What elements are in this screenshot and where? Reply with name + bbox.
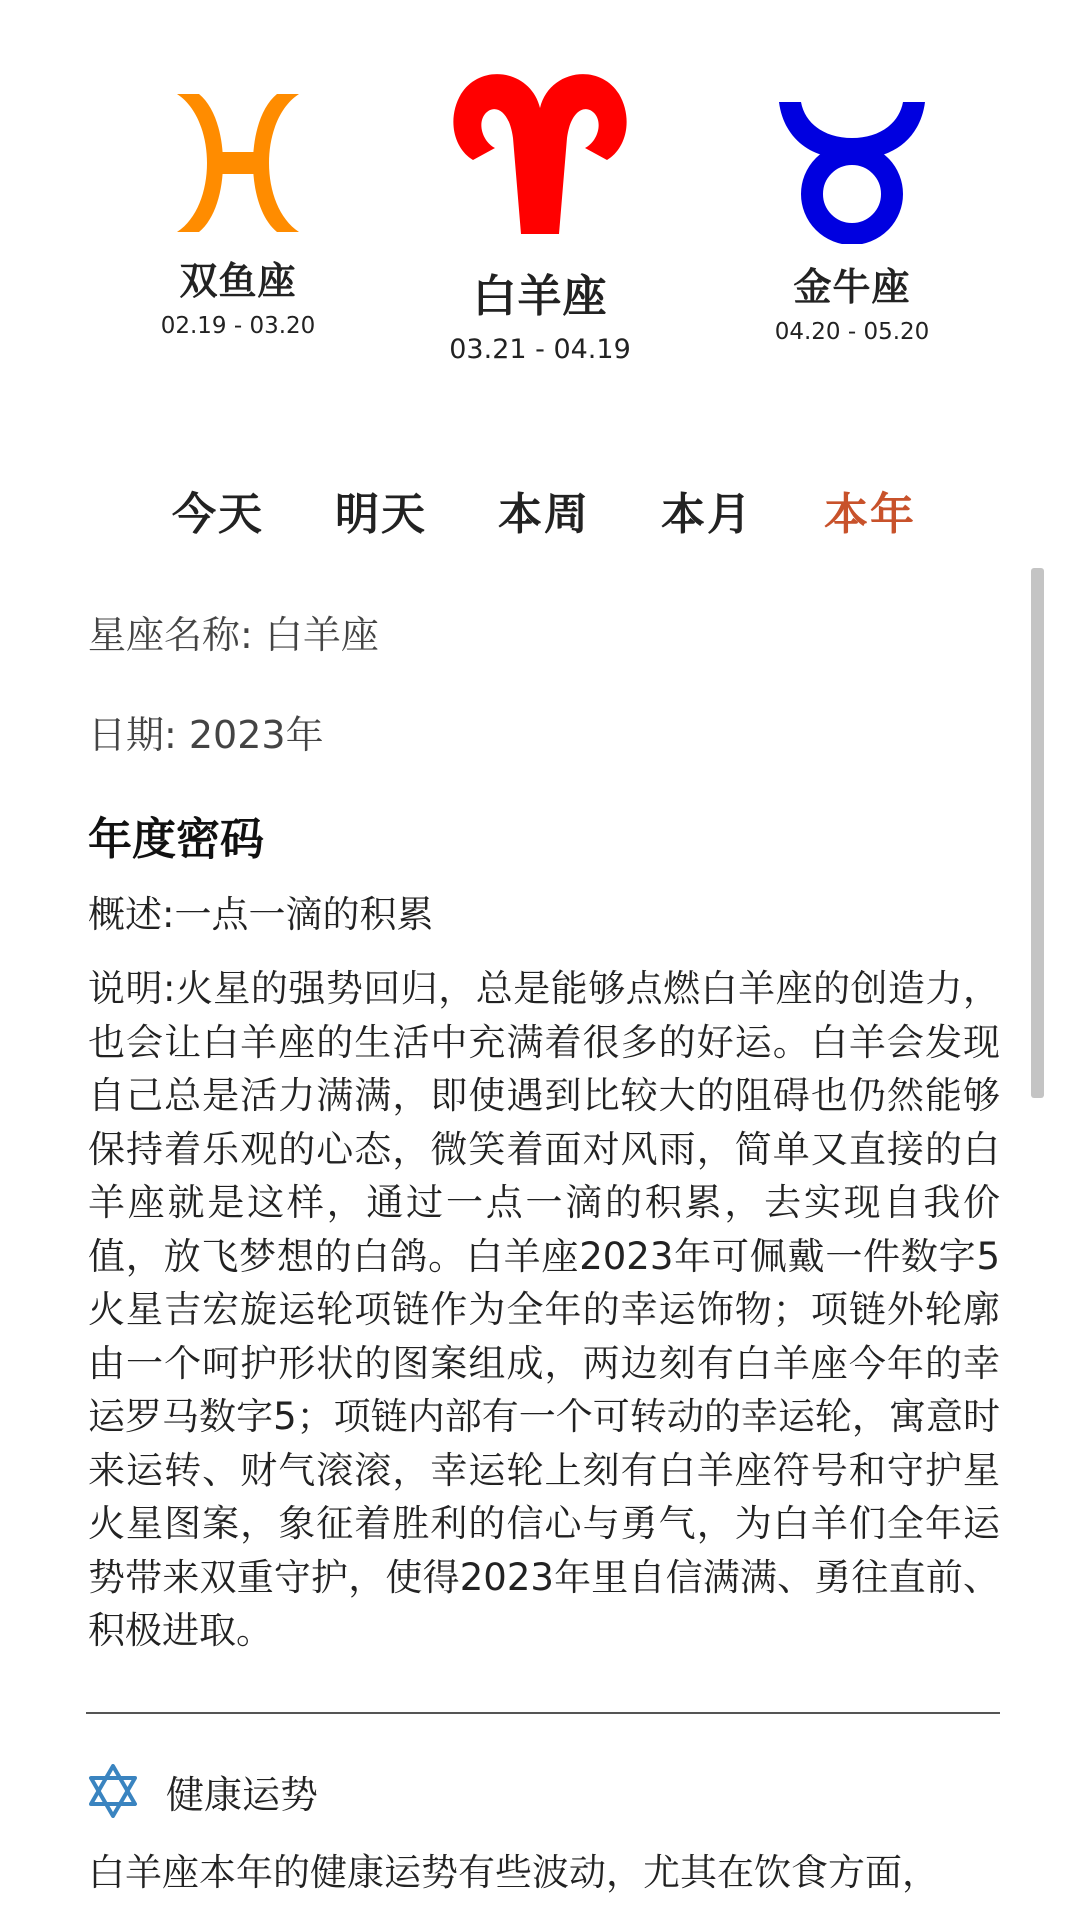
sign-name-line: 星座名称: 白羊座 [88, 613, 379, 657]
aries-icon [451, 68, 629, 234]
tab-this-year[interactable]: 本年 [824, 489, 916, 540]
taurus-icon [779, 98, 925, 244]
zodiac-item-pisces[interactable] [143, 90, 333, 339]
zodiac-item-taurus[interactable] [757, 98, 947, 345]
zodiac-name: 白羊座 [472, 271, 608, 322]
health-text: 白羊座本年的健康运势有些波动，尤其在饮食方面， [88, 1851, 939, 1894]
zodiac-name: 金牛座 [793, 265, 911, 309]
tab-this-month[interactable]: 本月 [661, 489, 753, 540]
tab-tomorrow[interactable]: 明天 [335, 489, 427, 540]
zodiac-dates: 03.21 - 04.19 [449, 334, 631, 365]
description-text: 说明:火星的强势回归，总是能够点燃白羊座的创造力，也会让白羊座的生活中充满着很多的好运。白羊会发现自己总是活力满满，即使遇到比较大的阻碍也仍然能够保持着乐观的心态，微笑着面对风雨，简单又直接的白羊座就是这样，通过一点一滴的积累，去实现自我价值，放飞梦想的白鸽。白羊座2023年可佩戴一件数字5火星吉宏旋运轮项链作为全年的幸运饰物；项链外轮廓由一个呵护形状的图案组成，两边刻有白羊座今年的幸运罗马数字5；项链内部有一个可转动的幸运轮，寓意时来运转、财气滚滚，幸运轮上刻有白羊座符号和守护星火星图案，象征着胜利的信心与勇气，为白羊们全年运势带来双重守护，使得2023年里自信满满、勇往直前、积极进取。 [88, 967, 1000, 1652]
zodiac-item-aries[interactable] [440, 68, 640, 365]
section-divider [86, 1712, 1000, 1714]
zodiac-dates: 04.20 - 05.20 [774, 319, 930, 345]
zodiac-dates: 02.19 - 03.20 [160, 313, 316, 339]
star-of-david-icon [88, 1764, 138, 1818]
tab-today[interactable]: 今天 [172, 489, 264, 540]
health-section-header [88, 1756, 318, 1826]
tab-this-week[interactable]: 本周 [498, 489, 590, 540]
period-tabs [0, 478, 1080, 548]
summary-text: 概述:一点一滴的积累 [88, 893, 434, 936]
zodiac-name: 双鱼座 [179, 259, 297, 303]
pisces-icon [173, 90, 303, 236]
scrollbar[interactable] [1031, 568, 1044, 1098]
horoscope-content [88, 610, 1000, 1658]
date-line: 日期: 2023年 [88, 713, 324, 757]
section-title: 年度密码 [88, 814, 264, 865]
health-label: 健康运势 [166, 1772, 319, 1817]
zodiac-selector [0, 0, 1080, 400]
